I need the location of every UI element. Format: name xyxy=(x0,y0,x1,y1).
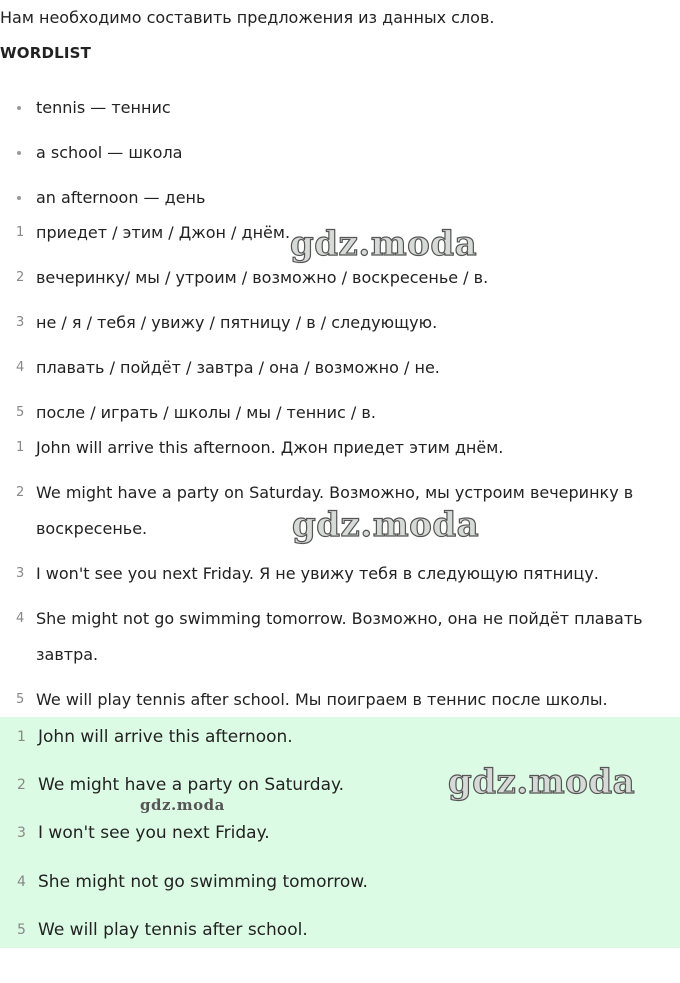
bullet-icon xyxy=(17,196,21,200)
list-item: tennis — теннис xyxy=(0,90,680,135)
answers-list xyxy=(0,430,680,727)
wordlist-heading: WORDLIST xyxy=(0,44,92,62)
intro-text: Нам необходимо составить предложения из данных слов. xyxy=(0,8,495,27)
list-item: 3 не / я / тебя / увижу / пятницу / в / следующую. xyxy=(16,313,438,332)
list-item: 5 We will play tennis after school. xyxy=(17,919,308,940)
watermark: gdz.moda xyxy=(448,762,636,802)
list-item: 4 She might not go swimming tomorrow. Возможно, она не пойдёт плавать завтра. xyxy=(16,609,643,664)
list-item: 5 We will play tennis after school. Мы поиграем в теннис после школы. xyxy=(16,690,608,709)
list-item: 4 She might not go swimming tomorrow. xyxy=(17,871,368,892)
list-item: 2 вечеринку/ мы / утроим / возможно / воскресенье / в. xyxy=(16,268,489,287)
list-item: 3 I won't see you next Friday. Я не увижу тебя в следующую пятницу. xyxy=(16,564,599,583)
list-item: 1 John will arrive this afternoon. Джон приедет этим днём. xyxy=(16,438,504,457)
list-item: 2 We might have a party on Saturday. xyxy=(17,775,345,796)
wordlist xyxy=(0,90,680,225)
bullet-icon xyxy=(17,151,21,155)
list-item: a school — школа xyxy=(0,135,680,180)
watermark: gdz.moda xyxy=(292,505,480,545)
watermark: gdz.moda xyxy=(290,224,478,264)
list-item: 1 John will arrive this afternoon. xyxy=(17,727,293,747)
list-item: 5 после / играть / школы / мы / теннис / в. xyxy=(16,403,376,422)
list-item: 3 I won't see you next Friday. xyxy=(17,823,270,844)
watermark: gdz.moda xyxy=(140,796,225,814)
list-item: 2 We might have a party on Saturday. Возможно, мы устроим вечеринку в воскресенье. xyxy=(16,483,634,538)
bullet-icon xyxy=(17,106,21,110)
final-answer-box xyxy=(0,717,680,948)
list-item: 4 плавать / пойдёт / завтра / она / возможно / не. xyxy=(16,358,440,377)
list-item: 1 приедет / этим / Джон / днём. xyxy=(16,223,291,242)
list-item: an afternoon — день xyxy=(0,180,680,225)
